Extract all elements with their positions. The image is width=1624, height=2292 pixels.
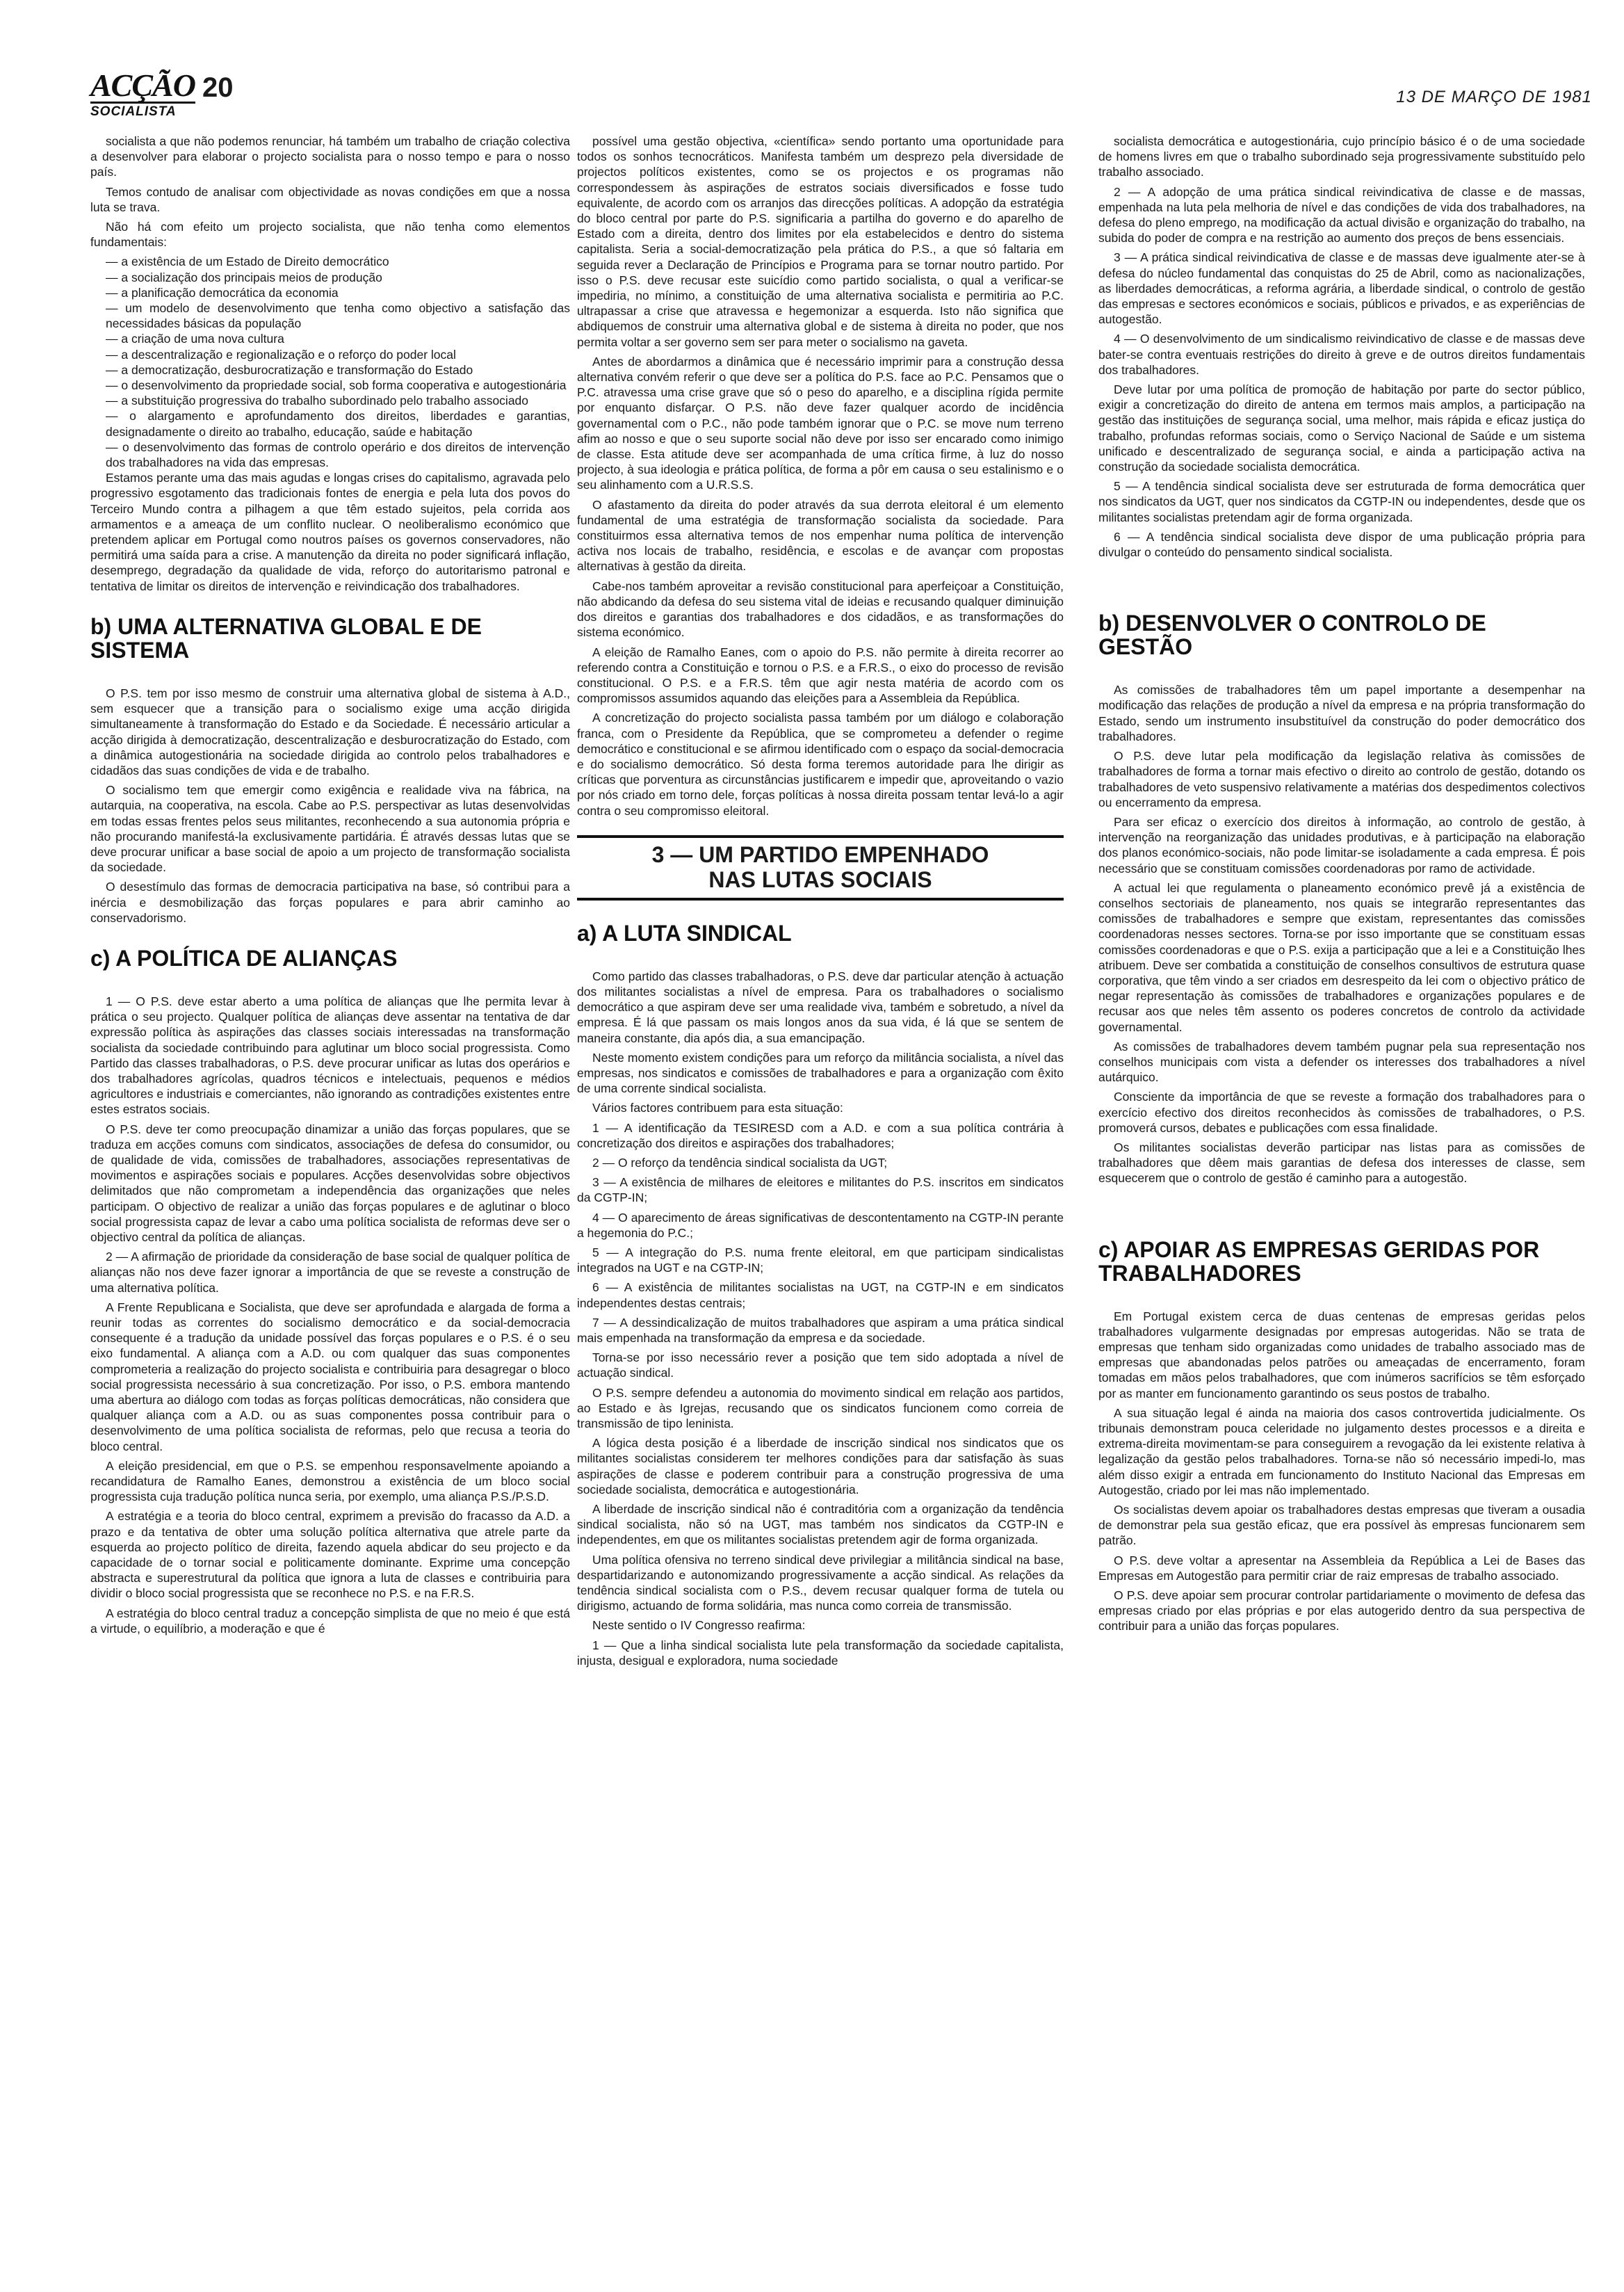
paragraph: socialista a que não podemos renunciar, há também um trabalho de criação colectiva a desenvolver para elaborar o projecto socialista para o nosso tempo e para o nosso país. [90, 134, 570, 179]
paragraph: 5 — A tendência sindical socialista deve ser estruturada de forma democrática quer nos sindicatos da UGT, quer nos sindicatos da CGTP-IN ou independentes, desde que os militantes socialistas pretendam agir de forma organizada. [1098, 479, 1585, 524]
list-item: — o alargamento e aprofundamento dos direitos, liberdades e garantias, designadamente o direito ao trabalho, educação, saúde e habitação [106, 409, 570, 439]
paragraph: A actual lei que regulamenta o planeamento económico prevê já a existência de conselhos sectoriais de planeamento, nos quais se integrarão representantes das comissões de trabalhadores e sempre que existam, representantes das comissões coordenadoras nesses sectores. Torna-se por isso importante que se constituam essas comissões coordenadoras e que o P.S. exija a participação que a lei e a Constituição lhes atribuem. Deve ser combatida a constituição de conselhos consultivos de estrutura quase corporativa, que têm vindo a ser criados em desrespeito da lei com o objectivo prático de negar representação às comissões de trabalhadores e organizações populares e de recusar aos que neles têm assento os poderes concretos de controlo da actividade governamental. [1098, 880, 1585, 1034]
paragraph: Uma política ofensiva no terreno sindical deve privilegiar a militância sindical na base, despartidarizando e autonomizando progressivamente a acção sindical. As relações da tendência sindical socialista com o P.S., devem recusar qualquer forma de tutela ou dirigismo, actuando de forma solidária, mas nunca como correia de transmissão. [577, 1552, 1064, 1613]
paragraph: 6 — A existência de militantes socialistas na UGT, na CGTP-IN e em sindicatos independentes destas centrais; [577, 1280, 1064, 1310]
chapter-title-line-1: 3 — UM PARTIDO EMPENHADO [651, 841, 989, 867]
list-item: — a existência de um Estado de Direito democrático [106, 255, 389, 269]
paragraph: Não há com efeito um projecto socialista, que não tenha como elementos fundamentais: [90, 220, 570, 250]
paragraph: A eleição presidencial, em que o P.S. se empenhou responsavelmente apoiando a recandidatura de Ramalho Eanes, demonstrou a existência de um bloco social progressista cuja tradução política nunca seria, por exemplo, uma aliança P.S./P.S.D. [90, 1458, 570, 1504]
list-item: — a descentralização e regionalização e o reforço do poder local [106, 347, 456, 362]
column-gap [1098, 564, 1585, 590]
paragraph: Como partido das classes trabalhadoras, o P.S. deve dar particular atenção à actuação dos militantes socialistas a nível de empresa. Para os trabalhadores o socialismo democrático a que aspiram deve ser uma realidade viva, também e sobretudo, a nível da empresa. É lá que passam os mais longos anos da sua vida, é lá que se sentem de maneira constante, dia após dia, a sua emancipação. [577, 969, 1064, 1045]
list-item: — a planificação democrática da economia [106, 285, 339, 300]
list-item: — a democratização, desburocratização e transformação do Estado [106, 362, 473, 377]
list-item: — o desenvolvimento das formas de controlo operário e dos direitos de intervenção dos trabalhadores na vida das empresas. [106, 439, 570, 470]
paragraph: Consciente da importância de que se reveste a formação dos trabalhadores para o exercício efectivo dos direitos reconhecidos às comissões de trabalhadores, o P.S. promoverá cursos, debates e publicações com essa finalidade. [1098, 1090, 1585, 1135]
masthead [90, 67, 1592, 125]
paragraph: A eleição de Ramalho Eanes, com o apoio do P.S. não permite à direita recorrer ao referendo contra a Constituição e tornou o P.S. e a F.R.S., o eixo do processo de revisão constitucional. O P.S. e a F.R.S. têm que agir nesta matéria de acordo com os compromissos assumidos aquando das eleições para a Assembleia da República. [577, 645, 1064, 706]
page-number: 20 [202, 72, 234, 103]
paragraph: Deve lutar por uma política de promoção de habitação por parte do sector público, exigir a concretização do direito de antena em termos mais amplos, a participação na gestão das instituições de segurança social, uma melhor, mais rápida e eficaz justiça do trabalho, profundas reformas sociais, como o Serviço Nacional de Saúde e um sistema unificado e descentralizado de segurança social, e ainda a participação activa na construção da sociedade socialista democrática. [1098, 382, 1585, 474]
paragraph: O socialismo tem que emergir como exigência e realidade viva na fábrica, na autarquia, na cooperativa, na escola. Cabe ao P.S. perspectivar as lutas desenvolvidas em todas essas frentes pelos seus militantes, reconhecendo a sua autonomia própria e não procurando manifestá-la exclusivamente partidária. É através dessas lutas que se deve procurar unificar a base social de apoio a um projecto de transformação socialista da sociedade. [90, 783, 570, 875]
section-heading-c: c) APOIAR AS EMPRESAS GERIDAS POR TRABALHADORES [1098, 1236, 1540, 1286]
paragraph: 4 — O aparecimento de áreas significativas de descontentamento na CGTP-IN perante a hegemonia do P.C.; [577, 1210, 1064, 1240]
paragraph: Torna-se por isso necessário rever a posição que tem sido adoptada a nível de actuação sindical. [577, 1350, 1064, 1380]
list-item: — a substituição progressiva do trabalho subordinado pelo trabalho associado [106, 394, 529, 408]
column-3 [1098, 134, 1585, 2261]
paragraph: 2 — O reforço da tendência sindical socialista da UGT; [592, 1155, 888, 1170]
section-heading-b: b) UMA ALTERNATIVA GLOBAL E DE SISTEMA [90, 613, 482, 663]
paragraph: possível uma gestão objectiva, «científica» sendo portanto uma oportunidade para todos os sonhos tecnocráticos. Manifesta também um desprezo pela diversidade de projectos políticos existentes, como se os projectos e os programas não correspondessem às aspirações de estratos sociais diversificados e fosse tudo equivalente, de acordo com os arranjos das direcções políticas. A adopção da estratégia do bloco central por parte do P.S. significaria a partilha do governo e do aparelho de Estado com a direita, dentro dos limites por ela estabelecidos e dentro do sistema capitalista. Seria a social-democratização pela prática do P.S., a que só faltaria em seguida rever a Declaração de Princípios e Programa para se tornar noutro partido. Por isso o P.S. deve recusar este suicídio como partido socialista, o qual a verificar-se impediria, no mínimo, a constituição de uma alternativa socialista e permitiria ao P.C. ultrapassar a crise que atravessa e hegemonizar a esquerda. Isto não significa que abdiquemos de construir uma alternativa global e de sistema à direita no poder, que nos permita voltar a ser governo sem ser para meter o socialismo na gaveta. [577, 134, 1064, 349]
paragraph: O P.S. sempre defendeu a autonomia do movimento sindical em relação aos partidos, ao Estado e às Igrejas, recusando que os sindicatos funcionem como correia de transmissão de tipo leninista. [577, 1385, 1064, 1431]
paragraph: Cabe-nos também aproveitar a revisão constitucional para aperfeiçoar a Constituição, não abdicando da defesa do seu sistema vital de ideias e recusando qualquer diminuição dos direitos e garantias dos trabalhadores e dos cidadãos, e as transformações do sistema económico. [577, 579, 1064, 640]
paragraph: 1 — O P.S. deve estar aberto a uma política de alianças que lhe permita levar à prática o seu projecto. Qualquer política de alianças deve assentar na tentativa de dar expressão política às aspirações das classes sociais interessadas na transformação socialista da sociedade contribuindo para aglutinar um bloco social progressista. Como Partido das classes trabalhadoras, o P.S. deve procurar unificar as lutas dos operários e dos trabalhadores agrícolas, quadros técnicos e intelectuais, pequenos e médios agricultores e industriais e comerciantes, não ignorando as contradições existentes entre estes estratos sociais. [90, 994, 570, 1117]
paragraph: 3 — A prática sindical reivindicativa de classe e de massas deve igualmente ater-se à defesa do núcleo fundamental das conquistas do 25 de Abril, como as nacionalizações, as liberdades democráticas, a reforma agrária, a liberdade sindical, o controlo de gestão das empresas e sectores económicos e sociais, públicos e privados, e as experiências de autogestão. [1098, 250, 1585, 327]
paragraph: 5 — A integração do P.S. numa frente eleitoral, em que participam sindicalistas integrados na UGT e na CGTP-IN; [577, 1245, 1064, 1275]
paragraph: O P.S. deve voltar a apresentar na Assembleia da República a Lei de Bases das Empresas em Autogestão para permitir criar de raiz empresas de trabalho associado. [1098, 1553, 1585, 1583]
chapter-title-box [577, 835, 1064, 901]
issue-date: 13 DE MARÇO DE 1981 [1396, 88, 1592, 106]
paragraph: O P.S. deve lutar pela modificação da legislação relativa às comissões de trabalhadores de forma a tornar mais efectivo o direito ao controlo de gestão, dotando os trabalhadores de veto suspensivo relativamente a matérias dos despedimentos colectivos ou encerramento da empresa. [1098, 749, 1585, 809]
paragraph: O P.S. deve apoiar sem procurar controlar partidariamente o movimento de defesa das empresas criado por elas próprias e por elas autogerido dentro da sua perspectiva de contribuir para a união das forças populares. [1098, 1588, 1585, 1633]
section-heading-b: b) DESENVOLVER O CONTROLO DE GESTÃO [1098, 611, 1486, 660]
list-item: — a socialização dos principais meios de produção [106, 270, 382, 284]
paragraph: socialista democrática e autogestionária, cujo princípio básico é o de uma sociedade de homens livres em que o trabalho subordinado seja progressivamente substituído pelo trabalho associado. [1098, 134, 1585, 179]
paragraph: 2 — A afirmação de prioridade da consideração de base social de qualquer política de alianças não nos deve fazer ignorar a importância de que se reveste a construção de uma alternativa política. [90, 1250, 570, 1295]
paragraph: As comissões de trabalhadores devem também pugnar pela sua representação nos conselhos municipais com vista a defender os interesses dos trabalhadores a nível autárquico. [1098, 1039, 1585, 1085]
paragraph: O desestímulo das formas de democracia participativa na base, só contribui para a inércia e desmobilização das forças populares e para abrir caminho ao conservadorismo. [90, 880, 570, 925]
column-gap [1098, 1191, 1585, 1217]
paragraph: 1 — Que a linha sindical socialista lute pela transformação da sociedade capitalista, injusta, desigual e exploradora, numa sociedade [577, 1638, 1064, 1668]
paragraph: O P.S. deve ter como preocupação dinamizar a união das forças populares, que se traduza em acções comuns com sindicatos, associações de defesa do consumidor, ou de qualidade de vida, comissões de trabalhadores, associações representativas de movimentos e aspirações sociais e populares. Acções desenvolvidas sobre objectivos delimitados que não comprometam a independência das organizações que neles participam. O objectivo de realizar a união das forças populares e de aglutinar o bloco social progressista capaz de levar a cabo uma política socialista de reformas deve ser o objectivo central da política de alianças. [90, 1122, 570, 1244]
column-2 [577, 134, 1064, 2261]
paragraph: A sua situação legal é ainda na maioria dos casos controvertida judicialmente. Os tribunais demonstram pouca celeridade no julgamento destes processos e a direita e extrema-direita movimentam-se para conseguirem a revogação da lei existente relativa à legalização da gestão pelos trabalhadores. Torna-se não só necessário impedi-lo, mas além disso exigir a entrada em funcionamento do Instituto Nacional das Empresas em Autogestão, criado por lei mas não implementado. [1098, 1405, 1585, 1497]
paragraph: A liberdade de inscrição sindical não é contraditória com a organização da tendência sindical socialista, não só na UGT, mas também nos sindicatos da CGTP-IN e independentes, em que os militantes socialistas pretendem agir de forma organizada. [577, 1502, 1064, 1547]
paragraph: Vários factores contribuem para esta situação: [592, 1101, 843, 1115]
logo-top-text: ACÇÃO [90, 67, 195, 103]
paragraph: 1 — A identificação da TESIRESD com a A.D. e com a sua política contrária à concretização dos direitos e aspirações dos trabalhadores; [577, 1120, 1064, 1150]
section-heading-a: a) A LUTA SINDICAL [577, 920, 792, 946]
list-item: — um modelo de desenvolvimento que tenha como objectivo a satisfação das necessidades básicas da população [106, 301, 570, 331]
paragraph: Temos contudo de analisar com objectividade as novas condições em que a nossa luta se trava. [90, 184, 570, 214]
paragraph: 6 — A tendência sindical socialista deve dispor de uma publicação própria para divulgar o conteúdo do pensamento sindical socialista. [1098, 529, 1585, 560]
paragraph: O P.S. tem por isso mesmo de construir uma alternativa global de sistema à A.D., sem esquecer que a transição para o socialismo exige uma acção dirigida simultaneamente à transformação do Estado e da Sociedade. É necessário articular a acção dirigida à democratização, descentralização e desburocratização do Estado, com a dinâmica autogestionária na sociedade dirigida ao controlo pelos trabalhadores e cidadãos das suas condições de vida e de trabalho. [90, 686, 570, 777]
paragraph: Para ser eficaz o exercício dos direitos à informação, ao controlo de gestão, à intervenção na reorganização das unidades produtivas, e à participação na elaboração dos planos económico-sociais, não pode limitar-se isoladamente a cada empresa. É pois necessário que se constituam comissões coordenadoras por ramo de actividade. [1098, 814, 1585, 875]
paragraph: As comissões de trabalhadores têm um papel importante a desempenhar na modificação das relações de produção a nível da empresa e na própria transformação do Estado, sendo um instrumento insubstituível da construção do poder democrático dos trabalhadores. [1098, 683, 1585, 743]
paragraph: Estamos perante uma das mais agudas e longas crises do capitalismo, agravada pelo progressivo esgotamento das tradicionais fontes de energia e pela luta dos povos do Terceiro Mundo contra a pilhagem a que têm estado sujeitos, pela corrida aos armamentos e a ameaça de um conflito nuclear. O neoliberalismo económico que pretendem aplicar em Portugal como noutros países os governos conservadores, não permitirá uma saída para a crise. A manutenção da direita no poder significará inflação, desemprego, degradação da qualidade de vida, reforço do autoritarismo patronal e tentativa de limitar os direitos de intervenção e reivindicação dos trabalhadores. [90, 471, 570, 593]
list-item: — a criação de uma nova cultura [106, 332, 284, 346]
paragraph: A lógica desta posição é a liberdade de inscrição sindical nos sindicatos que os militantes socialistas considerem ter melhores condições para dar satisfação às suas aspirações de classe e poderem contribuir para a construção progressiva de uma sociedade socialista, democrática e autogestionária. [577, 1436, 1064, 1496]
paragraph: Neste sentido o IV Congresso reafirma: [592, 1618, 806, 1633]
logo-bottom-text: SOCIALISTA [90, 102, 195, 118]
paragraph: A estratégia do bloco central traduz a concepção simplista de que no meio é que está a virtude, o equilíbrio, a moderação e que é [90, 1606, 570, 1636]
paragraph: A Frente Republicana e Socialista, que deve ser aprofundada e alargada de forma a reunir todas as correntes do socialismo democrático e da social-democracia consequente é a tradução da unidade possível das forças populares e o P.S. é o seu eixo fundamental. A aliança com a A.D. ou com qualquer das suas componentes comprometeria a realização do projecto socialista e contribuiria para desagregar o bloco social progressista necessário à sua concretização. Por isso, o P.S. embora mantendo uma abertura ao diálogo com todas as forças políticas democráticas, não considera que qualquer aliança com a A.D. ou as suas componentes possa contribuir para o desenvolvimento de uma política socialista de reformas, pelo que recusa a teoria do bloco central. [90, 1300, 570, 1453]
paragraph: A estratégia e a teoria do bloco central, exprimem a previsão do fracasso da A.D. a prazo e da tentativa de obter uma solução política alternativa que atrele parte da esquerda ao projecto político de direita, fazendo aquela abdicar do seu projecto e da capacidade de o tornar social e politicamente dominante. Exprime uma concepção abstracta e superestrutural da política que ignora a luta de classes e contribuiria para dividir o bloco social progressista que se reconhece no P.S. e na F.R.S. [90, 1509, 570, 1601]
publication-logo [90, 67, 234, 119]
list-item: — o desenvolvimento da propriedade social, sob forma cooperativa e autogestionária [106, 378, 567, 393]
paragraph: Os socialistas devem apoiar os trabalhadores destas empresas que tiveram a ousadia de demonstrar pela sua gestão eficaz, que era possível às empresas funcionarem sem patrão. [1098, 1503, 1585, 1548]
column-1 [90, 134, 570, 2261]
paragraph: Neste momento existem condições para um reforço da militância socialista, a nível das empresas, nos sindicatos e comissões de trabalhadores e para a organização com êxito de uma corrente sindical socialista. [577, 1050, 1064, 1096]
paragraph: O afastamento da direita do poder através da sua derrota eleitoral é um elemento fundamental de uma estratégia de transformação socialista da sociedade. Para constituirmos essa alternativa temos de nos empenhar numa política de intervenção activa nos locais de trabalho, residência, e escolas e de avançar com propostas alternativas à gestão da direita. [577, 497, 1064, 574]
paragraph: 7 — A dessindicalização de muitos trabalhadores que aspiram a uma prática sindical mais empenhada na transformação da empresa e da sociedade. [577, 1315, 1064, 1345]
logo-wordmark [90, 67, 195, 119]
paragraph: Os militantes socialistas deverão participar nas listas para as comissões de trabalhadores que dêem mais garantias de defesa dos interesses de classe, sem esquecerem que o controlo de gestão é caminho para a autogestão. [1098, 1140, 1585, 1186]
paragraph: 2 — A adopção de uma prática sindical reivindicativa de classe e de massas, empenhada na luta pela melhoria de nível e das condições de vida dos trabalhadores, na defesa do pleno emprego, na modificação da actual divisão e organização do trabalho, na subida do poder de compra e na restrição ao aumento dos preços de bens essenciais. [1098, 184, 1585, 245]
chapter-title-line-2: NAS LUTAS SOCIAIS [708, 866, 932, 892]
section-heading-c: c) A POLÍTICA DE ALIANÇAS [90, 945, 398, 971]
paragraph: Em Portugal existem cerca de duas centenas de empresas geridas pelos trabalhadores vulgarmente designadas por empresas autogeridas. Não se trata de empresas que tenham sido organizadas como unidades de trabalho associado mas de empresas que abandonadas pelos patrões ou ameaçadas de encerramento, foram tomadas em mãos pelos trabalhadores, que com inúmeros sacrifícios se têm esforçado por as manter em funcionamento garantindo os seus postos de trabalho. [1098, 1309, 1585, 1401]
paragraph: 3 — A existência de milhares de eleitores e militantes do P.S. inscritos em sindicatos da CGTP-IN; [577, 1175, 1064, 1205]
paragraph: A concretização do projecto socialista passa também por um diálogo e colaboração franca, com o Presidente da República, que se comprometeu a defender o regime democrático e constitucional e se afirmou identificado com o espaço da social-democracia e do socialismo democrático. Só desta forma teremos autoridade para lhe dirigir as críticas que porventura as circunstâncias justificarem e impedir que, aproveitando o vazio por nós criado em torno dele, forças políticas à nossa direita possam tentar levá-lo a agir contra o seu compromisso eleitoral. [577, 711, 1064, 818]
paragraph: Antes de abordarmos a dinâmica que é necessário imprimir para a construção dessa alternativa convém referir o que deve ser a política do P.S. face ao P.C. Pensamos que o P.C. atravessa uma crise grave que só o peso do aparelho, e a disciplina rígida permite por enquanto disfarçar. O P.S. não deve fazer qualquer acordo de incidência governamental com o P.C., não pode também ignorar que o P.C. se move num terreno afim ao nosso e que o seu suporte social não deve por isso ser encarado como inimigo de classe. Esta atitude deve ser acompanhada de uma crítica firme, à luz do nosso projecto, à sua ideologia e prática política, de forma a pôr em causa o seu estalinismo e o seu alinhamento com a U.R.S.S. [577, 354, 1064, 492]
paragraph: 4 — O desenvolvimento de um sindicalismo reivindicativo de classe e de massas deve bater-se contra eventuais restrições do direito à greve e de outros direitos fundamentais dos trabalhadores. [1098, 332, 1585, 377]
